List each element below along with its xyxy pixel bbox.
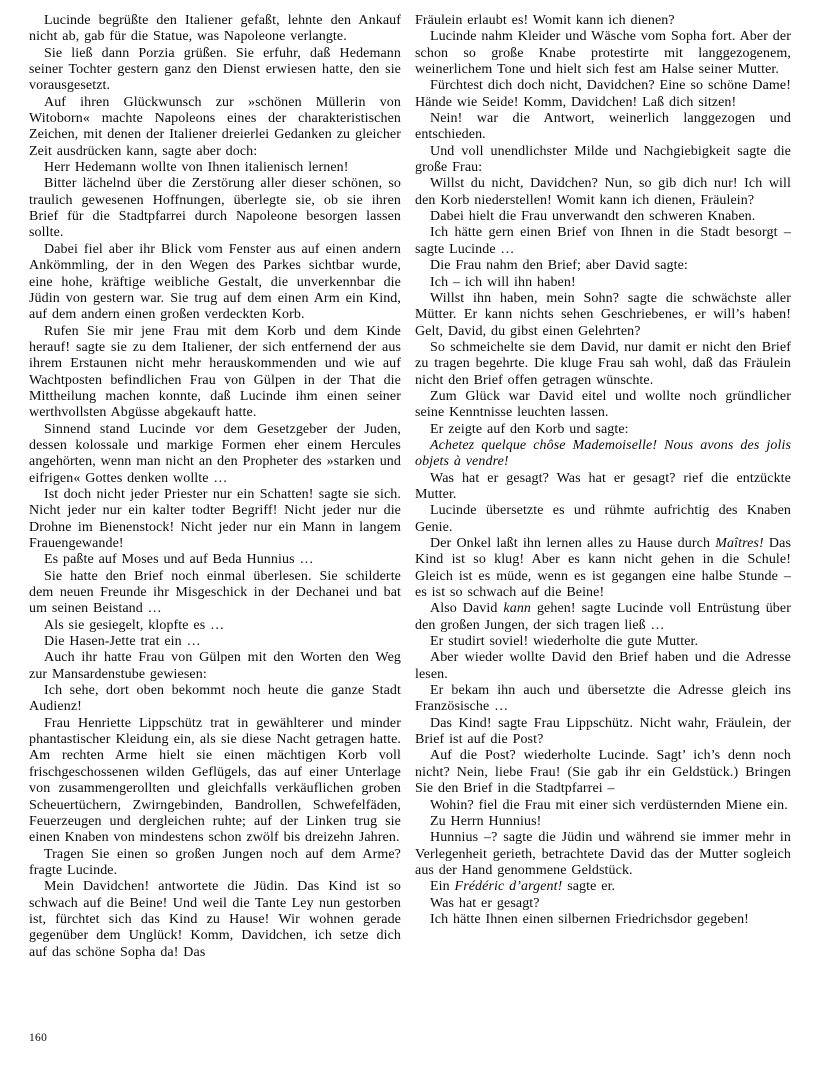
paragraph	[29, 879, 401, 961]
paragraph	[29, 634, 401, 650]
text-segment: Zu Herrn Hunnius!	[430, 813, 542, 829]
paragraph	[29, 552, 401, 568]
text-segment: Auf ihren Glückwunsch zur »schönen Müllerin von Witoborn« machte Napoleons eines der charakteristischen Zeichen, mit denen der Italiener dreierlei Gedanken zu gleicher Zeit ausdrücken kann, sagte aber doch:	[29, 94, 401, 159]
page-number: 160	[29, 1032, 48, 1044]
italic-text: kann	[503, 601, 532, 617]
paragraph	[415, 275, 791, 291]
text-segment: Lucinde begrüßte den Italiener gefaßt, lehnte den Ankauf nicht ab, gab für die Statue, was Napoleone verlangte.	[29, 13, 401, 45]
italic-text: Maîtres!	[715, 536, 764, 551]
text-segment: Hunnius –? sagte die Jüdin und während sie immer mehr in Verlegenheit gerieth, betrachtete David das der Mutter sogleich aus der Hand genommene Geldstück.	[415, 830, 791, 878]
paragraph	[29, 176, 401, 241]
text-segment: Aber wieder wollte David den Brief haben und die Adresse lesen.	[415, 650, 791, 682]
paragraph	[415, 650, 791, 683]
paragraph	[415, 503, 791, 536]
text-segment: Die Frau nahm den Brief; aber David sagte:	[430, 258, 688, 274]
text-segment: Auf die Post? wiederholte Lucinde. Sagt’ ich’s denn noch nicht? Nein, liebe Frau! (Sie gab ihr ein Geldstück.) Bringen Sie den Brief in die Stadtpfarrei –	[415, 748, 791, 797]
text-segment: Ich sehe, dort oben bekommt noch heute die ganze Stadt Audienz!	[29, 683, 401, 715]
text-segment: Fürchtest dich doch nicht, Davidchen? Eine so schöne Dame! Hände wie Seide! Komm, Davidchen! Laß dich sitzen!	[415, 78, 791, 110]
paragraph	[29, 422, 401, 487]
text-segment: Dabei hielt die Frau unverwandt den schweren Knaben.	[430, 209, 756, 225]
text-segment: Der Onkel laßt ihn lernen alles zu Hause durch	[430, 536, 716, 551]
paragraph	[415, 13, 791, 29]
text-segment: Bitter lächelnd über die Zerstörung aller dieser schönen, so traulich gewesenen Hoffnungen, überlegte sie, ob sie ihren Brief für die Stadtpfarrei durch Napoleone besorgen lassen sollte.	[29, 176, 401, 241]
text-segment: Dabei fiel aber ihr Blick vom Fenster aus auf einen andern Ankömmling, der in den Wegen des Parkes sichtbar wurde, eine hohe, kräftige weibliche Gestalt, die unverkennbar die Jüdin von gestern war. Sie trug auf dem einen Arm ein Kind, auf dem andern einen großen verdeckten Korb.	[29, 241, 401, 323]
text-segment: Herr Hedemann wollte von Ihnen italienisch lernen!	[44, 160, 349, 176]
paragraph	[415, 471, 791, 504]
text-segment: Lucinde nahm Kleider und Wäsche vom Sopha fort. Aber der schon so große Knabe protestirte mit langgezogenem, weinerlichem Tone und hielt sich fest am Halse seiner Mutter.	[415, 29, 791, 78]
paragraph	[415, 601, 791, 634]
text-segment: Was hat er gesagt?	[430, 895, 540, 911]
paragraph	[29, 242, 401, 324]
paragraph	[29, 95, 401, 160]
paragraph	[415, 438, 791, 471]
text-segment: sagte er.	[562, 879, 616, 895]
text-segment: Ich hätte gern einen Brief von Ihnen in die Stadt besorgt – sagte Lucinde …	[415, 225, 791, 257]
paragraph	[415, 716, 791, 749]
text-segment: Fräulein erlaubt es! Womit kann ich dienen?	[415, 13, 675, 28]
paragraph	[29, 618, 401, 634]
paragraph	[415, 176, 791, 209]
paragraph	[415, 748, 791, 797]
text-segment: Das Kind! sagte Frau Lippschütz. Nicht wahr, Fräulein, der Brief ist auf die Post?	[415, 715, 791, 748]
paragraph	[29, 569, 401, 618]
text-segment: Tragen Sie einen so großen Jungen noch auf dem Arme? fragte Lucinde.	[29, 846, 401, 878]
paragraph	[29, 46, 401, 95]
paragraph	[29, 650, 401, 683]
text-segment: Er zeigte auf den Korb und sagte:	[430, 421, 629, 437]
paragraph	[415, 798, 791, 814]
text-segment: Lucinde übersetzte es und rühmte aufrichtig des Knaben Genie.	[415, 503, 791, 535]
paragraph	[415, 111, 791, 144]
paragraph	[415, 683, 791, 716]
paragraph	[415, 879, 791, 895]
paragraph	[415, 258, 791, 274]
paragraph	[415, 225, 791, 258]
text-segment: gehen! sagte Lucinde voll Entrüstung über den großen Jungen, der sich tragen ließ …	[415, 601, 791, 633]
text-segment: So schmeichelte sie dem David, nur damit er nicht den Brief zu tragen begehrte. Die kluge Frau sah wohl, daß das Fräulein nicht den Brief offen getragen wünschte.	[415, 339, 791, 388]
text-segment: Als sie gesiegelt, klopfte es …	[44, 617, 225, 633]
text-segment: Willst du nicht, Davidchen? Nun, so gib dich nur! Ich will den Korb niederstellen! Womit kann ich dienen, Fräulein?	[415, 176, 791, 208]
paragraph	[29, 847, 401, 880]
text-column-right	[415, 13, 791, 928]
text-segment: Also David	[430, 601, 504, 617]
paragraph	[415, 29, 791, 78]
paragraph	[29, 324, 401, 422]
text-segment: Ich hätte Ihnen einen silbernen Friedrichsdor gegeben!	[430, 911, 749, 927]
text-segment: Die Hasen-Jette trat ein …	[44, 634, 201, 650]
italic-text: Frédéric d’argent!	[454, 879, 563, 895]
text-segment: Sie hatte den Brief noch einmal überlesen. Sie schilderte dem neuen Freunde ihr Misgeschick in der Dechanei und bat um seinen Beistand …	[29, 568, 401, 617]
paragraph	[29, 683, 401, 716]
text-segment: Rufen Sie mir jene Frau mit dem Korb und dem Kinde herauf! sagte sie zu dem Italiener, der sich entfernend der aus ihrem Erstaunen nicht mehr herauskommenden und wie auf Wachtposten befindlichen Frau von Gülpen in der That die Mittheilung machen konnte, daß Lucinde ihm einen seiner werthvollsten Abgüsse abgekauft hatte.	[29, 323, 401, 421]
text-column-left	[29, 13, 401, 961]
text-segment: Zum Glück war David eitel und wollte noch gründlicher seine Kenntnisse leuchten lassen.	[415, 388, 791, 421]
text-segment: Mein Davidchen! antwortete die Jüdin. Das Kind ist so schwach auf die Beine! Und weil die Tante Ley nun gestorben ist, fürchtet sich das Kind zu Hause! Wir wohnen gerade gegenüber dem Unglück! Komm, Davidchen, ich setze dich auf das schöne Sopha da! Das	[29, 879, 401, 960]
paragraph	[415, 896, 791, 912]
text-segment: Nein! war die Antwort, weinerlich langgezogen und entschieden.	[415, 111, 791, 143]
paragraph	[415, 634, 791, 650]
text-segment: Er bekam ihn auch und übersetzte die Adresse gleich ins Französische …	[415, 683, 791, 715]
paragraph	[29, 487, 401, 552]
text-segment: Sinnend stand Lucinde vor dem Gesetzgeber der Juden, dessen kolossale und markige Formen eher einem Hercules angehörten, wenn man nicht an den Propheter des »starken und eifrigen« Gottes denken wollte …	[29, 421, 401, 486]
paragraph	[415, 536, 791, 601]
text-segment: Wohin? fiel die Frau mit einer sich verdüsternden Miene ein.	[430, 797, 788, 813]
text-segment: Er studirt soviel! wiederholte die gute Mutter.	[430, 634, 699, 650]
paragraph	[415, 78, 791, 111]
paragraph	[415, 912, 791, 928]
paragraph	[415, 340, 791, 389]
paragraph	[415, 814, 791, 830]
text-segment: Willst ihn haben, mein Sohn? sagte die schwächste aller Mütter. Er kann nichts sehen Geschriebenes, er will’s haben! Gelt, David, du gibst einen Gelehrten?	[415, 290, 791, 339]
text-segment: Ich – ich will ihn haben!	[430, 274, 576, 290]
text-segment: Es paßte auf Moses und auf Beda Hunnius …	[44, 552, 314, 568]
text-segment: Ist doch nicht jeder Priester nur ein Schatten! sagte sie sich. Nicht jeder nur ein kalter todter Begriff! Nicht jeder nur die Drohne im Bienenstock! Nicht jeder nur ein Mann in langem Frauengewande!	[29, 486, 401, 551]
text-segment: Und voll unendlichster Milde und Nachgiebigkeit sagte die große Frau:	[415, 143, 791, 176]
paragraph	[415, 209, 791, 225]
paragraph	[29, 13, 401, 46]
text-segment: Das Kind ist so klug! Aber es kann nicht gehen in die Schule! Gleich ist es müde, wenn es ist gegangen eine halbe Stunde – es ist so schwach auf die Beine!	[415, 536, 792, 601]
paragraph	[415, 422, 791, 438]
paragraph	[29, 160, 401, 176]
text-segment: Ein	[430, 879, 455, 895]
text-segment: Auch ihr hatte Frau von Gülpen mit den Worten den Weg zur Mansardenstube gewiesen:	[29, 650, 401, 682]
paragraph	[415, 144, 791, 177]
italic-text: Achetez quelque chôse Mademoiselle! Nous avons des jolis objets à vendre!	[415, 437, 791, 470]
paragraph	[29, 716, 401, 847]
paragraph	[415, 389, 791, 422]
paragraph	[415, 291, 791, 340]
text-segment: Sie ließ dann Porzia grüßen. Sie erfuhr, daß Hedemann seiner Tochter gestern ganz den Dienst erwiesen hatte, den sie vorausgesetzt.	[29, 45, 401, 94]
paragraph	[415, 830, 791, 879]
text-segment: Was hat er gesagt? Was hat er gesagt? rief die entzückte Mutter.	[415, 470, 791, 502]
text-segment: Frau Henriette Lippschütz trat in gewählterer und minder phantastischer Kleidung ein, als sie diese Nacht getragen hatte. Am rechten Arme hielt sie einen mächtigen Korb voll frischgeschossenen wilden Geflügels, das auf einer Unterlage von zusammengerollten und gleichfalls verkäuflichen groben Scheuertüchern, Zwirngebinden, Bandrollen, Schwefelfäden, Feuerzeugen und dergleichen ruhte; auf der Linken trug sie einen Knaben von mindestens schon zwölf bis dreizehn Jahren.	[29, 715, 401, 846]
